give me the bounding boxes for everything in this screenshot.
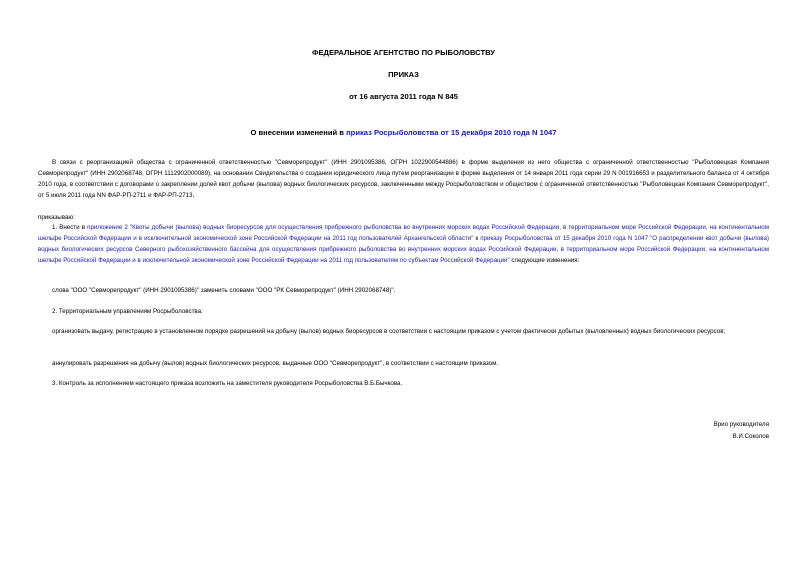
- preamble-paragraph: В связи с реорганизацией общества с ограниченной ответственностью "Севморепродукт" (ИНН 2901095386, ОГРН 1022900544886) в форме выделения из него общества с ограниченной ответственностью "Рыболовецкая Компания Севморепродукт" (ИНН 2902068748, ОГРН 1112902000089), на основании Свидетельства о создании юридического лица путем реорганизации в форме выделения от 14 января 2011 года серии 29 N 001916653 и разделительного баланса от 4 октября 2010 года, в соответствии с договорами о закреплении долей квот добычи (вылова) водных биологических ресурсов, заключенными между Росрыболовством и обществом с ограниченной ответственностью "Рыболовецкая Компания Севморепродукт", от 5 июля 2011 года NN ФАР-РП-2711 и ФАР-РП-2713,: [38, 159, 769, 199]
- item-2-paragraph: 2. Территориальным управлениям Росрыболовства:: [52, 308, 203, 315]
- title-prefix: О внесении изменений в: [250, 128, 347, 137]
- annul-paragraph: аннулировать разрешения на добычу (вылов) водных биологических ресурсов, выданные ООО "Севморепродукт", в соответствии с настоящим приказом.: [52, 360, 499, 367]
- item-1-text-c: следующие изменения:: [509, 257, 580, 264]
- appendix-2-link[interactable]: приложение 2 "Квоты добычи (вылова) водных биоресурсов для осуществления прибрежного рыболовства во внутренних морских водах Российской Федерации, в территориальном море Российской Федерации, на континентальном шельфе Российской Федерации и в исключительной экономической зоне Российской Федерации на 2011 год пользователей Архангельской области": [38, 224, 769, 242]
- signature-name: В.И.Соколов: [732, 433, 769, 440]
- order-word: приказываю:: [38, 214, 75, 221]
- item-3-paragraph: 3. Контроль за исполнением настоящего приказа возложить на заместителя руководителя Росрыболовства В.Б.Бычкова.: [52, 380, 403, 387]
- replacement-paragraph: слова "ООО "Севморепродукт" (ИНН 2901095386)" заменить словами "ООО "РК Севморепродукт" (ИНН 2902068748)".: [52, 287, 396, 294]
- document-type: ПРИКАЗ: [388, 70, 419, 79]
- item-1-paragraph: [38, 222, 769, 266]
- order-1047-link[interactable]: приказу Росрыболовства от 15 декабря 2010 года N 1047 "О распределении квот добычи (вылова) водных биологических ресурсов Северного рыбохозяйственного бассейна для осуществления прибрежного рыболовства во внутренних морских водах Российской Федерации, в территориальном море Российской Федерации, на континентальном шельфе Российской Федерации и в исключительной экономической зоне Российской Федерации на 2011 год пользователям по субъектам Российской Федерации": [38, 235, 769, 264]
- document-date-number: от 16 августа 2011 года N 845: [349, 92, 458, 101]
- organize-paragraph: организовать выдачу, регистрацию в установленном порядке разрешений на добычу (вылов) водных биоресурсов в соответствии с настоящим приказом с учетом фактически добытых (выловленных) водных биологических ресурсов;: [52, 328, 726, 335]
- item-1-text-a: 1. Внести в: [52, 224, 88, 231]
- document-title: [0, 128, 807, 137]
- agency-name: ФЕДЕРАЛЬНОЕ АГЕНТСТВО ПО РЫБОЛОВСТВУ: [312, 48, 495, 57]
- signature-position: Врио руководителя: [713, 421, 769, 428]
- item-1-text-b: к: [473, 235, 481, 242]
- title-link[interactable]: приказ Росрыболовства от 15 декабря 2010 года N 1047: [346, 128, 557, 137]
